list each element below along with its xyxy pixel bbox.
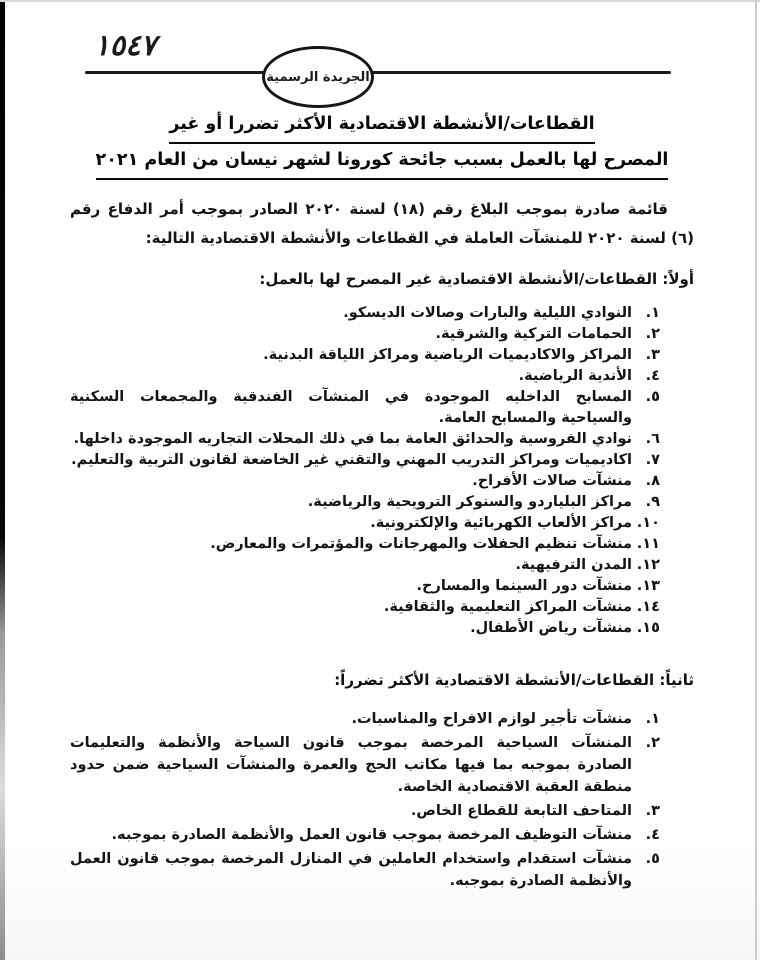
list-item [70,732,660,798]
item-text: المسابح الداخليه الموجودة في المنشآت الفندقية والمجمعات السكنية والسياحية والمسابح العامة. [70,389,632,426]
document-title-line1: القطاعات/الأنشطة الاقتصادية الأكثر تضررا أو غير [169,108,594,144]
item-number: ٣. [645,803,660,819]
item-text: منشآت المراكز التعليمية والثقافية. [383,599,632,615]
section2-list [70,708,660,892]
item-text: مراكز الألعاب الكهربائية والإلكترونية. [370,515,632,531]
item-number: ١٢. [636,557,660,573]
item-text: النوادي الليلية والبارات وصالات الديسكو. [343,305,632,321]
item-text: منشآت دور السينما والمسارح. [416,578,632,594]
item-number: ٦. [645,431,660,447]
item-text: المراكز والاكاديميات الرياضية ومراكز اللياقة البدنية. [263,347,632,363]
list-item [70,303,660,324]
item-number: ١١. [636,536,660,552]
item-number: ٢. [645,735,660,751]
item-text: منشآت تنظيم الحفلات والمهرجانات والمؤتمرات والمعارض. [210,536,632,552]
item-text: المنشآت السياحية المرخصة بموجب قانون السياحة والأنظمة والتعليمات الصادرة بموجبه بما فيها مكاتب الحج والعمرة والمنشآت السياحية ضمن حدود منطقة العقبة الاقتصادية الخاصة. [70,735,632,795]
item-number: ٢. [645,326,660,342]
list-item [70,366,660,387]
list-item [70,800,660,822]
document-body [70,100,694,894]
gazette-banner-ellipse [262,46,374,108]
item-number: ٤. [645,368,660,384]
list-item [70,387,660,429]
item-text: المتاحف التابعة للقطاع الخاص. [410,803,632,819]
item-number: ٤. [645,827,660,843]
list-item [70,492,660,513]
list-item [70,345,660,366]
gazette-banner-label: الجريدة الرسمية [266,69,370,85]
list-item [70,324,660,345]
list-item [70,555,660,576]
item-number: ١٠. [636,515,660,531]
section1-list [70,303,660,639]
item-number: ١٤. [636,599,660,615]
item-number: ٥. [645,851,660,867]
item-text: المدن الترفيهية. [515,557,632,573]
item-text: منشآت استقدام واستخدام العاملين في المنازل المرخصة بموجب قانون العمل والأنظمة الصادرة بموجبه. [70,851,632,889]
item-number: ٣. [645,347,660,363]
item-text: الأندية الرياضية. [518,368,632,384]
list-item [70,450,660,471]
document-title [70,100,694,180]
list-item [70,824,660,846]
section2-heading: ثانياً: القطاعات/الأنشطة الاقتصادية الأكثر تضرراً: [334,671,694,689]
list-item [70,534,660,555]
item-number: ١. [645,305,660,321]
item-number: ٥. [645,389,660,405]
item-number: ٨. [645,473,660,489]
item-text: منشآت رياض الأطفال. [470,620,632,636]
item-text: منشآت التوظيف المرخصة بموجب قانون العمل والأنظمة الصادرة بموجبه. [111,827,632,843]
item-number: ١٥. [636,620,660,636]
intro-paragraph: قائمة صادرة بموجب البلاغ رقم (١٨) لسنة ٢٠٢٠ الصادر بموجب أمر الدفاع رقم (٦) لسنة ٢٠٢٠ للمنشآت العاملة في القطاعات والأنشطة الاقتصادية التالية: [70,200,694,247]
list-item [70,429,660,450]
document-title-line2: المصرح لها بالعمل بسبب جائحة كورونا لشهر نيسان من العام ٢٠٢١ [96,144,669,180]
item-text: الحمامات التركية والشرقية. [435,326,632,342]
item-text: اكاديميات ومراكز التدريب المهني والتقني غير الخاضعة لقانون التربية والتعليم. [71,452,632,468]
scan-edge-top [0,0,760,2]
header-rule-line [85,71,671,74]
scan-edge-right [755,0,757,960]
list-item [70,708,660,730]
item-text: منشآت تأجير لوازم الافراح والمناسبات. [351,711,632,727]
section1-heading: أولاً: القطاعات/الأنشطة الاقتصادية غير المصرح لها بالعمل: [259,270,694,288]
item-number: ٩. [645,494,660,510]
item-text: مراكز البلياردو والسنوكر الترويحية والرياضية. [307,494,632,510]
scan-edge-left [0,0,5,960]
item-number: ١. [645,711,660,727]
item-text: منشآت صالات الأفراح. [472,473,632,489]
list-item [70,618,660,639]
list-item [70,513,660,534]
list-item [70,576,660,597]
list-item [70,471,660,492]
list-item [70,848,660,892]
item-number: ١٣. [636,578,660,594]
item-number: ٧. [645,452,660,468]
page-number: ١٥٤٧ [94,28,157,62]
list-item [70,597,660,618]
item-text: نوادي الفروسية والحدائق العامة بما في ذلك المحلات التجاريه الموجودة داخلها. [73,431,632,447]
